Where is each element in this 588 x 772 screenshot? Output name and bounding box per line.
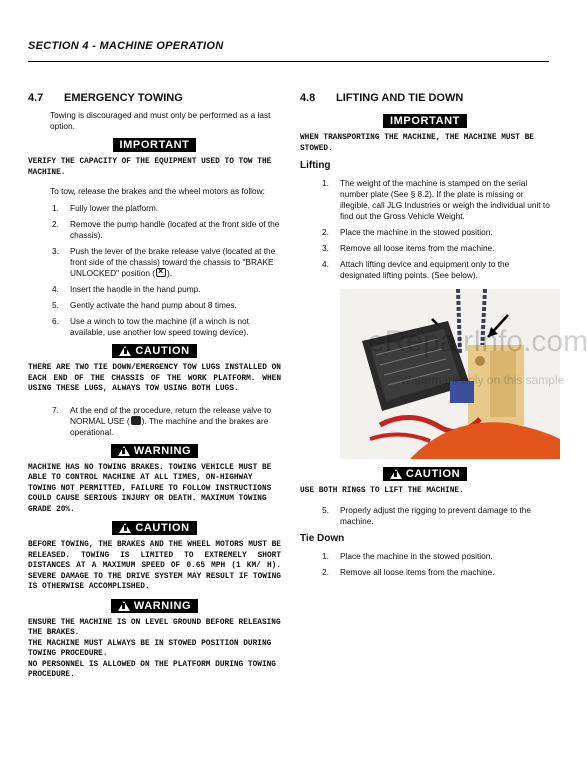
step-text: Remove all loose items from the machine. bbox=[340, 243, 495, 253]
important-label: IMPORTANT bbox=[383, 114, 467, 128]
caution-label-box bbox=[383, 467, 467, 481]
caution-text: THERE ARE TWO TIE DOWN/EMERGENCY TOW LUGS INSTALLED ON EACH END OF THE CHASSIS OF THE WORK PLATFORM. WHEN USING THESE LUGS, ALWAYS TOW USING BOTH LUGS. bbox=[28, 364, 281, 393]
caution-box bbox=[300, 467, 550, 481]
list-item bbox=[320, 567, 550, 578]
important-text: VERIFY THE CAPACITY OF THE EQUIPMENT USED TO TOW THE MACHINE. bbox=[28, 158, 272, 177]
warning-text: MACHINE HAS NO TOWING BRAKES. TOWING VEHICLE MUST BE ABLE TO CONTROL MACHINE AT ALL TIMES, ON-HIGHWAY TOWING NOT PERMITTED, FAILURE TO FOLLOW INSTRUCTIONS COULD CAUSE SERIOUS INJURY OR DEATH. MAXIMUM TOWING GRADE 20%. bbox=[28, 463, 272, 514]
warning-text-line: ENSURE THE MACHINE IS ON LEVEL GROUND BEFORE RELEASING THE BRAKES. bbox=[28, 618, 281, 637]
step-text: Place the machine in the stowed position. bbox=[340, 227, 493, 237]
important-text: WHEN TRANSPORTING THE MACHINE, THE MACHINE MUST BE STOWED. bbox=[300, 134, 534, 153]
step-number: 6. bbox=[52, 316, 59, 326]
important-box bbox=[300, 114, 550, 128]
lifting-steps-continued bbox=[300, 505, 550, 527]
warning-triangle-icon bbox=[118, 446, 130, 456]
warning-triangle-icon bbox=[119, 523, 131, 533]
towing-steps-continued bbox=[28, 405, 281, 438]
step-text: The weight of the machine is stamped on the serial number plate (See § 8.2). If the plate is missing or illegible, call JLG Industries or weigh the individual unit to find out the Gross Vehicle Weight. bbox=[340, 178, 550, 221]
list-item bbox=[50, 219, 281, 241]
step-number: 2. bbox=[322, 227, 329, 237]
step-number: 1. bbox=[52, 203, 59, 213]
step-number: 3. bbox=[52, 246, 59, 256]
caution-box bbox=[28, 344, 281, 358]
important-label: IMPORTANT bbox=[113, 138, 197, 152]
step-text: Place the machine in the stowed position. bbox=[340, 550, 493, 561]
list-item bbox=[320, 551, 550, 562]
step-text: Attach lifting device and equipment only to the designated lifting points. (See below). bbox=[340, 259, 510, 280]
watermark-large: eRepairInfo.com bbox=[368, 325, 588, 358]
section-number: 4.8 bbox=[300, 92, 316, 104]
warning-label: WARNING bbox=[133, 444, 192, 457]
caution-text: USE BOTH RINGS TO LIFT THE MACHINE. bbox=[300, 487, 464, 495]
tiedown-steps bbox=[300, 551, 550, 578]
step-text-part: Push the lever of the brake release valve (located at the front side of the chassis) toward the chassis to "BRAKE UNLOCKED" position ( bbox=[70, 246, 276, 278]
list-item bbox=[50, 316, 281, 338]
step-text-part: ). The machine and the brakes are operational. bbox=[70, 415, 269, 437]
warning-text-line: THE MACHINE MUST ALWAYS BE IN STOWED POSITION DURING TOWING PROCEDURE. bbox=[28, 639, 272, 658]
warning-box-2 bbox=[28, 599, 281, 613]
step-number: 4. bbox=[52, 284, 59, 294]
warning-label: WARNING bbox=[133, 599, 192, 612]
step-text: Properly adjust the rigging to prevent damage to the machine. bbox=[340, 504, 531, 526]
lifting-steps bbox=[300, 178, 550, 281]
step-text: Fully lower the platform. bbox=[70, 203, 159, 213]
warning-box bbox=[28, 444, 281, 458]
list-item bbox=[50, 203, 281, 214]
warning-label-box bbox=[111, 599, 198, 613]
step-text-part: At the end of the procedure, return the release valve to NORMAL USE ( bbox=[70, 404, 272, 426]
towing-steps bbox=[28, 203, 281, 338]
step-number: 1. bbox=[322, 550, 329, 561]
step-text-part: ). bbox=[167, 268, 173, 278]
list-item bbox=[50, 300, 281, 311]
list-item bbox=[320, 259, 550, 281]
list-item bbox=[320, 227, 550, 238]
left-column bbox=[28, 92, 281, 687]
section-heading-4-7 bbox=[28, 92, 281, 104]
warning-triangle-icon bbox=[118, 601, 130, 611]
list-item bbox=[320, 178, 550, 222]
step-number: 3. bbox=[322, 243, 329, 253]
important-box bbox=[28, 138, 281, 152]
right-column bbox=[300, 92, 588, 583]
towing-intro: Towing is discouraged and must only be performed as a last option. bbox=[50, 110, 271, 131]
tiedown-subtitle: Tie Down bbox=[300, 532, 345, 544]
warning-triangle-icon bbox=[390, 469, 402, 479]
page-header bbox=[28, 40, 549, 62]
normal-use-icon bbox=[131, 416, 141, 425]
section-title: LIFTING AND TIE DOWN bbox=[336, 92, 464, 104]
caution-label-box bbox=[112, 344, 196, 358]
step-number: 2. bbox=[322, 566, 329, 577]
lifting-subtitle: Lifting bbox=[300, 160, 331, 171]
list-item bbox=[50, 246, 281, 279]
caution-box-2 bbox=[28, 521, 281, 535]
caution-label: CAUTION bbox=[135, 522, 190, 534]
step-text bbox=[70, 246, 281, 279]
caution-label-box bbox=[112, 521, 196, 535]
section-number: 4.7 bbox=[28, 92, 44, 104]
step-text bbox=[70, 405, 281, 438]
step-text: Remove all loose items from the machine. bbox=[340, 566, 495, 577]
section-heading-4-8 bbox=[300, 92, 550, 104]
step-number: 5. bbox=[52, 300, 59, 310]
step-number: 5. bbox=[322, 504, 329, 515]
caution-label: CAUTION bbox=[405, 468, 461, 480]
section-title: EMERGENCY TOWING bbox=[64, 92, 183, 104]
step-number: 7. bbox=[52, 404, 59, 415]
warning-triangle-icon bbox=[119, 346, 131, 356]
tow-intro: To tow, release the brakes and the wheel motors as follow: bbox=[50, 186, 265, 196]
section-header-title: SECTION 4 - MACHINE OPERATION bbox=[28, 40, 224, 52]
list-item bbox=[320, 243, 550, 254]
step-text: Use a winch to tow the machine (if a winch is not available, use another low speed towing device). bbox=[70, 316, 249, 337]
list-item bbox=[50, 405, 281, 438]
lifting-points-photo bbox=[340, 289, 588, 459]
list-item bbox=[50, 284, 281, 295]
watermark-small: Watermark only on this sample bbox=[400, 373, 565, 387]
warning-text-line: NO PERSONNEL IS ALLOWED ON THE PLATFORM DURING TOWING PROCEDURE. bbox=[28, 660, 276, 679]
warning-label-box bbox=[111, 444, 198, 458]
step-number: 1. bbox=[322, 178, 329, 188]
step-text: Remove the pump handle (located at the front side of the chassis). bbox=[70, 219, 280, 240]
brake-unlocked-icon bbox=[156, 268, 166, 277]
list-item bbox=[320, 505, 550, 527]
step-number: 2. bbox=[52, 219, 59, 229]
step-text: Insert the handle in the hand pump. bbox=[70, 284, 201, 294]
step-text: Gently activate the hand pump about 8 times. bbox=[70, 300, 237, 310]
caution-label: CAUTION bbox=[135, 345, 190, 357]
caution-text-2: BEFORE TOWING, THE BRAKES AND THE WHEEL MOTORS MUST BE RELEASED. TOWING IS LIMITED TO EXTREMELY SHORT DISTANCES AT A MAXIMUM SPEED OF 0.65 MPH (1 KM/ H). SEVERE DAMAGE TO THE DRIVE SYSTEM MAY RESULT IF TOWING IS OTHERWISE ACCOMPLISHED. bbox=[28, 541, 281, 591]
step-number: 4. bbox=[322, 259, 329, 269]
